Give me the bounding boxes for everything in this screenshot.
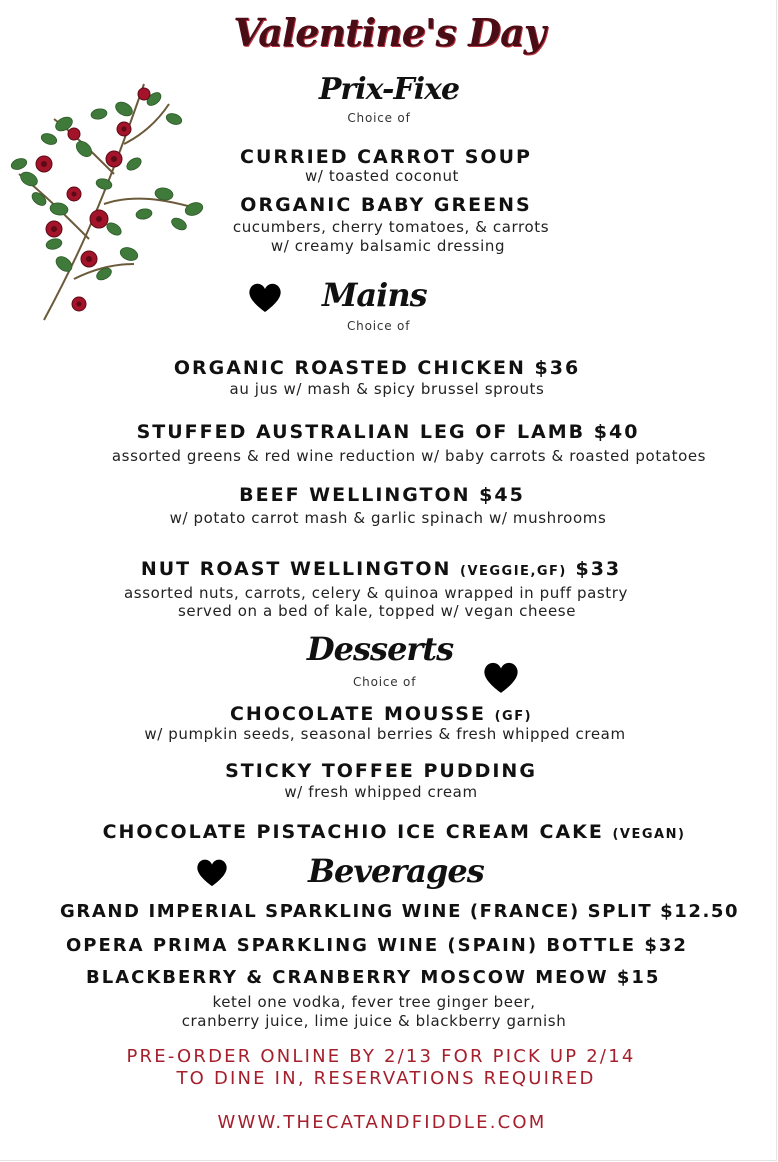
starter-name: CURRIED CARROT SOUP: [240, 146, 532, 168]
beverage-item-name: GRAND IMPERIAL SPARKLING WINE (FRANCE) SPLIT $12.50: [60, 901, 740, 922]
preorder-notice: TO DINE IN, RESERVATIONS REQUIRED: [176, 1068, 596, 1089]
heart-icon: [481, 661, 521, 695]
dessert-item-label: CHOCOLATE PISTACHIO ICE CREAM CAKE: [102, 821, 613, 843]
dessert-item-name: [0, 703, 770, 725]
preorder-notice: PRE-ORDER ONLINE BY 2/13 FOR PICK UP 2/14: [126, 1046, 636, 1067]
main-item-name: [0, 558, 770, 580]
beverage-item-name: OPERA PRIMA SPARKLING WINE (SPAIN) BOTTLE $32: [66, 935, 688, 956]
beverage-item-name: BLACKBERRY & CRANBERRY MOSCOW MEOW $15: [86, 967, 661, 988]
dessert-item-label: CHOCOLATE MOUSSE: [229, 703, 495, 725]
mains-choice-of: Choice of: [347, 319, 411, 333]
mains-heading: Mains: [322, 276, 427, 314]
main-item-desc: assorted nuts, carrots, celery & quinoa wrapped in puff pastry: [123, 584, 629, 602]
dietary-tag: (VEGGIE,GF): [460, 564, 567, 579]
main-item-name: STUFFED AUSTRALIAN LEG OF LAMB $40: [136, 421, 640, 443]
starter-name: ORGANIC BABY GREENS: [240, 194, 532, 216]
main-item-price: $33: [566, 558, 622, 580]
heart-icon: [195, 858, 229, 888]
main-item-name: BEEF WELLINGTON $45: [239, 484, 525, 506]
main-item-desc: au jus w/ mash & spicy brussel sprouts: [229, 380, 545, 398]
main-item-desc: w/ potato carrot mash & garlic spinach w/ mushrooms: [169, 509, 607, 527]
main-item-name-start: NUT ROAST WELLINGTON: [140, 558, 460, 580]
main-item-desc: assorted greens & red wine reduction w/ baby carrots & roasted potatoes: [111, 447, 707, 465]
main-item-name: ORGANIC ROASTED CHICKEN $36: [173, 357, 581, 379]
starter-desc: cucumbers, cherry tomatoes, & carrots: [232, 218, 550, 236]
heart-icon: [248, 282, 282, 314]
dessert-item-name: [5, 821, 778, 843]
dessert-item-name: STICKY TOFFEE PUDDING: [225, 760, 537, 782]
beverage-item-desc: cranberry juice, lime juice & blackberry garnish: [181, 1012, 567, 1030]
starter-desc: w/ creamy balsamic dressing: [270, 237, 506, 255]
menu-title: Valentine's Day: [233, 10, 545, 55]
desserts-heading: Desserts: [306, 630, 454, 668]
website-link[interactable]: WWW.THECATANDFIDDLE.COM: [217, 1112, 547, 1133]
main-item-desc: served on a bed of kale, topped w/ vegan cheese: [177, 602, 577, 620]
dessert-item-desc: w/ pumpkin seeds, seasonal berries & fresh whipped cream: [144, 725, 626, 743]
dessert-item-desc: w/ fresh whipped cream: [284, 783, 478, 801]
prix-fixe-subtitle: Prix-Fixe: [318, 72, 460, 107]
desserts-choice-of: Choice of: [353, 675, 417, 689]
beverages-heading: Beverages: [308, 852, 484, 890]
dietary-tag: (VEGAN): [612, 827, 686, 842]
dietary-tag: (GF): [494, 709, 533, 724]
beverage-item-desc: ketel one vodka, fever tree ginger beer,: [212, 993, 536, 1011]
choice-of-label: Choice of: [347, 111, 411, 125]
starter-desc: w/ toasted coconut: [304, 167, 460, 185]
